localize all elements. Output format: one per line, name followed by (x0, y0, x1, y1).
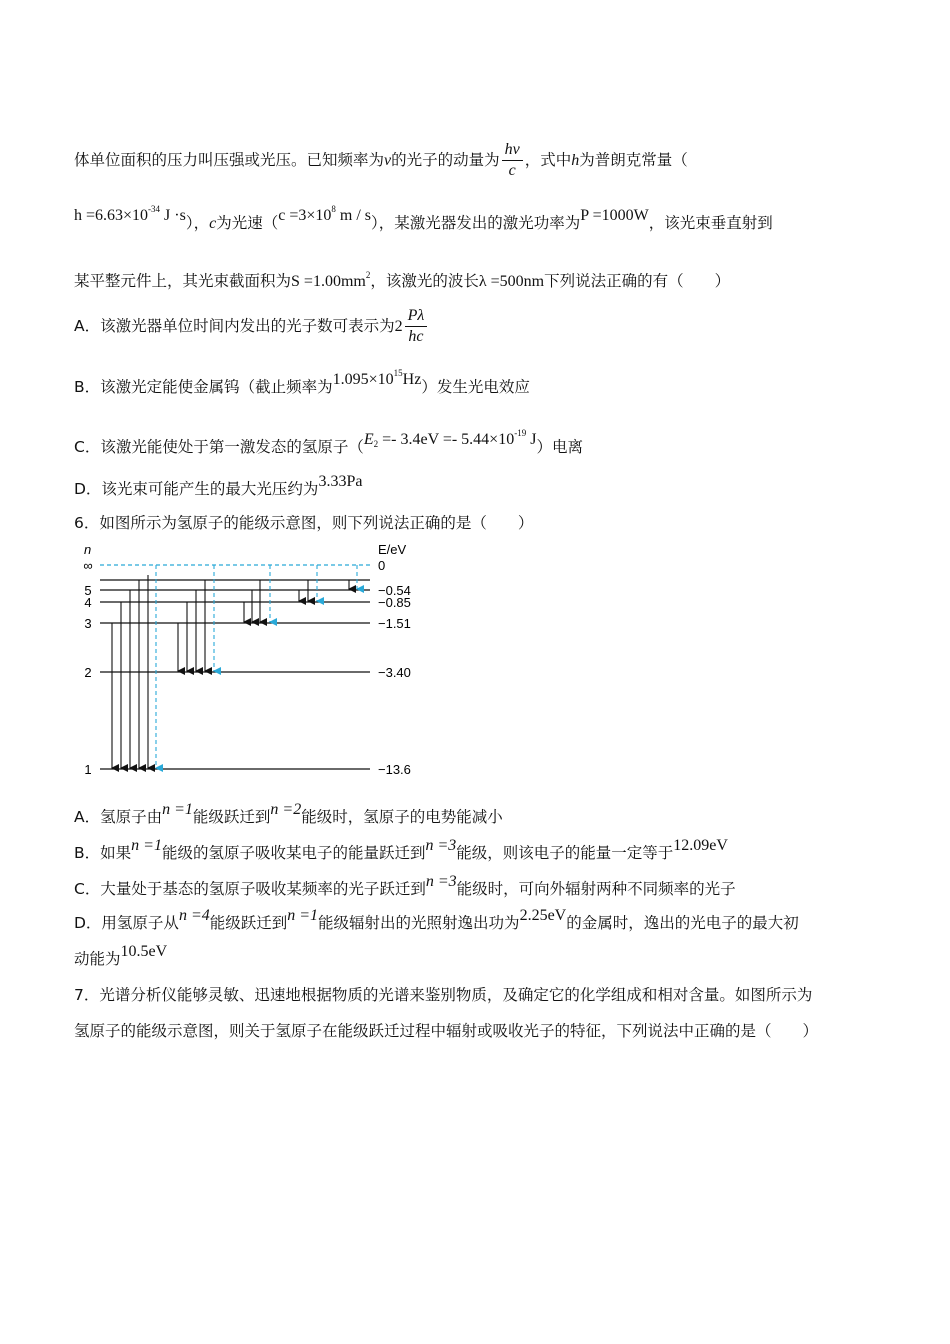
energy-axis-label: E/eV (378, 542, 407, 557)
level-n-label: ∞ (83, 558, 93, 573)
q6-option-b: B．如果n =1能级的氢原子吸收某电子的能量跃迁到n =3能级，则该电子的能量一定等于12.09eV (74, 837, 728, 862)
level-energy-label: −0.54 (378, 583, 411, 598)
level-energy-label: −3.40 (378, 665, 411, 680)
level-energy-label: 0 (378, 558, 386, 573)
momentum-fraction: $\frac{h\nu}{c}$ (502, 140, 523, 181)
wavelength: λ =500nm (478, 273, 545, 290)
level-n-label: 3 (84, 616, 92, 631)
q5-option-b: B．该激光定能使金属钨（截止频率为$1.095\times 10^{15}Hz$）发生光电效应 (74, 368, 530, 396)
laser-power: P =1000W (580, 207, 649, 224)
level-energy-label: −1.51 (378, 616, 411, 631)
level-energy-label: −13.6 (378, 762, 411, 777)
first-excited-energy: $E_2 =- 3.4eV =- 5.44\times 10^{-19}$ J (363, 428, 537, 449)
q6-option-c: C．大量处于基态的氢原子吸收某频率的光子跃迁到n =3能级时，可向外辐射两种不同频率的光子 (74, 873, 736, 898)
q5-stem-line3: 某平整元件上，其光束截面积为$S =1.00mm^2$，该激光的波长λ =500nm下列说法正确的有（ ） (74, 270, 731, 290)
level-energy-label: −0.85 (378, 595, 411, 610)
q5-stem-line1: 体单位面积的压力叫压强或光压。已知频率为ν的光子的动量为 $\frac{h\nu}{c}$ ，式中h为普朗克常量（ (74, 141, 688, 179)
level-n-label: 4 (84, 595, 92, 610)
q5-option-c: C．该激光能使处于第一激发态的氢原子（$E_2 =- 3.4eV =- 5.44\times 10^{-19}$ J）电离 (74, 428, 583, 456)
q6-stem: 6．如图所示为氢原子的能级示意图，则下列说法正确的是（ ） (74, 514, 534, 532)
q6-option-a: A．氢原子由n =1能级跃迁到n =2能级时，氢原子的电势能减小 (74, 801, 503, 826)
q5-option-a: A．该激光器单位时间内发出的光子数可表示为2 $\frac{P\lambda}{hc}$ (74, 306, 429, 347)
cutoff-frequency: $1.095\times 10^{15}Hz$ (332, 368, 422, 388)
light-speed: $c =3\times 10^8$ m / s (278, 204, 371, 224)
planck-constant: $h =6.63\times 10^{-34}$ J ·s (74, 204, 186, 224)
energy-level-diagram (74, 542, 434, 782)
max-light-pressure: 3.33Pa (318, 473, 363, 490)
level-n-label: 5 (84, 583, 92, 598)
beam-area: $S =1.00mm^2$ (291, 270, 371, 290)
q6-option-d-line2: 动能为10.5eV (74, 943, 168, 968)
photon-count-fraction: $\frac{P\lambda}{hc}$ (405, 306, 428, 347)
n-axis-label: n (84, 542, 92, 557)
q7-stem-line1: 7．光谱分析仪能够灵敏、迅速地根据物质的光谱来鉴别物质，及确定它的化学组成和相对含量。如图所示为 (74, 986, 813, 1004)
q5-option-d: D．该光束可能产生的最大光压约为3.33Pa (74, 473, 363, 498)
level-n-label: 2 (84, 665, 92, 680)
q7-stem-line2: 氢原子的能级示意图，则关于氢原子在能级跃迁过程中辐射或吸收光子的特征，下列说法中正确的是（ ） (74, 1022, 819, 1040)
q5-stem-line2: $h =6.63\times 10^{-34}$ J ·s），c为光速（$c =3\times 10^8$ m / s），某激光器发出的激光功率为P =1000W，该光束垂直射到 (74, 204, 773, 232)
level-n-label: 1 (84, 762, 92, 777)
q6-option-d: D．用氢原子从n =4能级跃迁到n =1能级辐射出的光照射逸出功为2.25eV的金属时，逸出的光电子的最大初 (74, 907, 799, 932)
